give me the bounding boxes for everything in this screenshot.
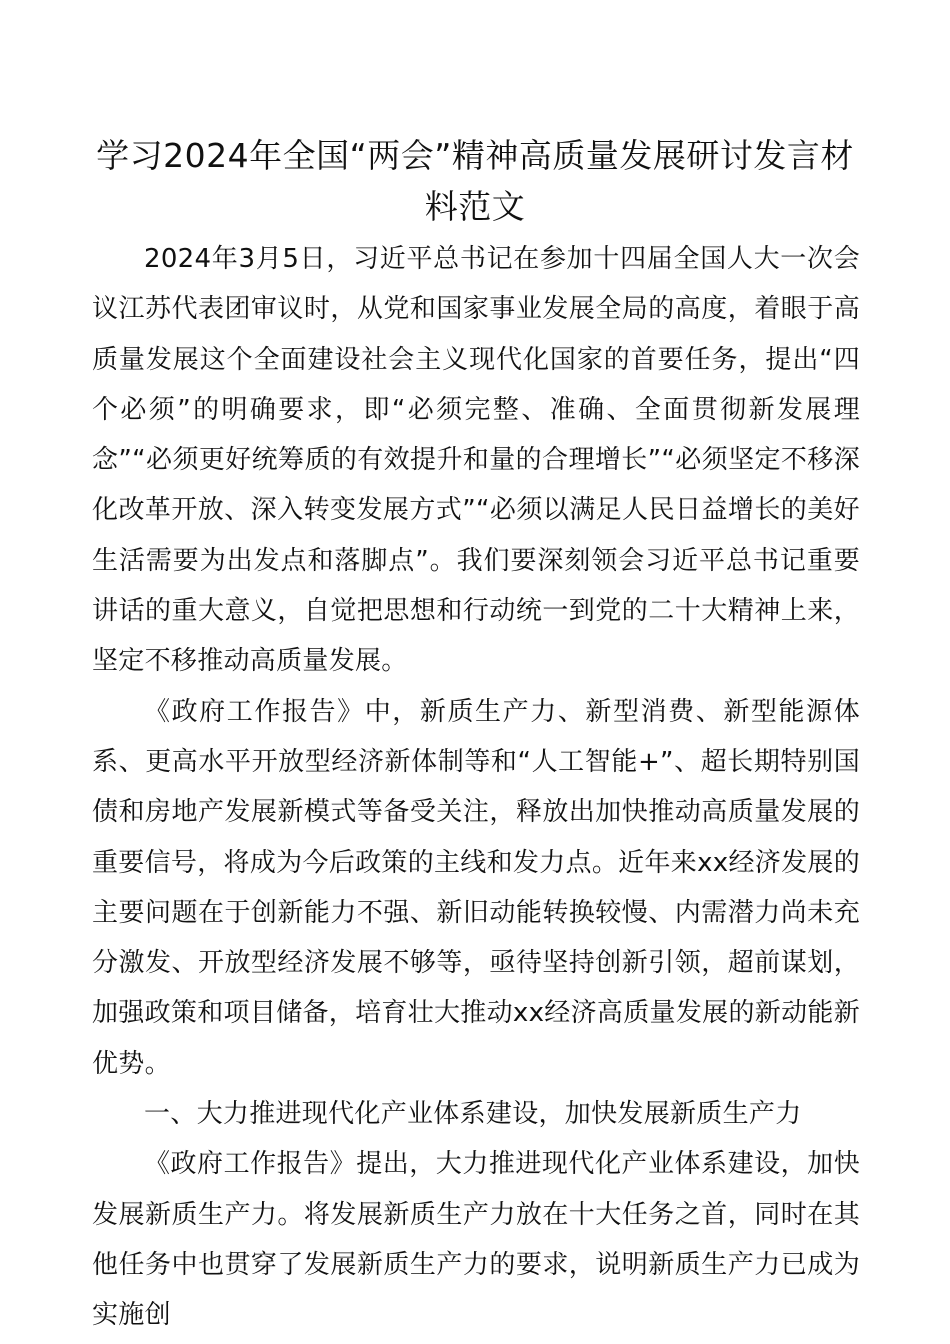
section-heading: 一、大力推进现代化产业体系建设，加快发展新质生产力 (144, 1099, 802, 1130)
document-body (92, 234, 860, 1341)
paragraph-intro: 2024年3月5日，习近平总书记在参加十四届全国人大一次会议江苏代表团审议时，从党和国家事业发展全局的高度，着眼于高质量发展这个全面建设社会主义现代化国家的首要任务，提出“四个必须”的明确要求，即“必须完整、准确、全面贯彻新发展理念”“必须更好统筹质的有效提升和量的合理增长”“必须坚定不移深化改革开放、深入转变发展方式”“必须以满足人民日益增长的美好生活需要为出发点和落脚点”。我们要深刻领会习近平总书记重要讲话的重大意义，自觉把思想和行动统一到党的二十大精神上来，坚定不移推动高质量发展。 (92, 244, 860, 677)
document-title: 学习2024年全国“两会”精神高质量发展研讨发言材料范文 (96, 136, 854, 226)
paragraph-section-one: 《政府工作报告》提出，大力推进现代化产业体系建设，加快发展新质生产力。将发展新质生产力放在十大任务之首，同时在其他任务中也贯穿了发展新质生产力的要求，说明新质生产力已成为实施创 (92, 1149, 860, 1331)
paragraph-report: 《政府工作报告》中，新质生产力、新型消费、新型能源体系、更高水平开放型经济新体制等和“人工智能+”、超长期特别国债和房地产发展新模式等备受关注，释放出加快推动高质量发展的重要信号，将成为今后政策的主线和发力点。近年来xx经济发展的主要问题在于创新能力不强、新旧动能转换较慢、内需潜力尚未充分激发、开放型经济发展不够等，亟待坚持创新引领，超前谋划，加强政策和项目储备，培育壮大推动xx经济高质量发展的新动能新优势。 (92, 696, 860, 1079)
